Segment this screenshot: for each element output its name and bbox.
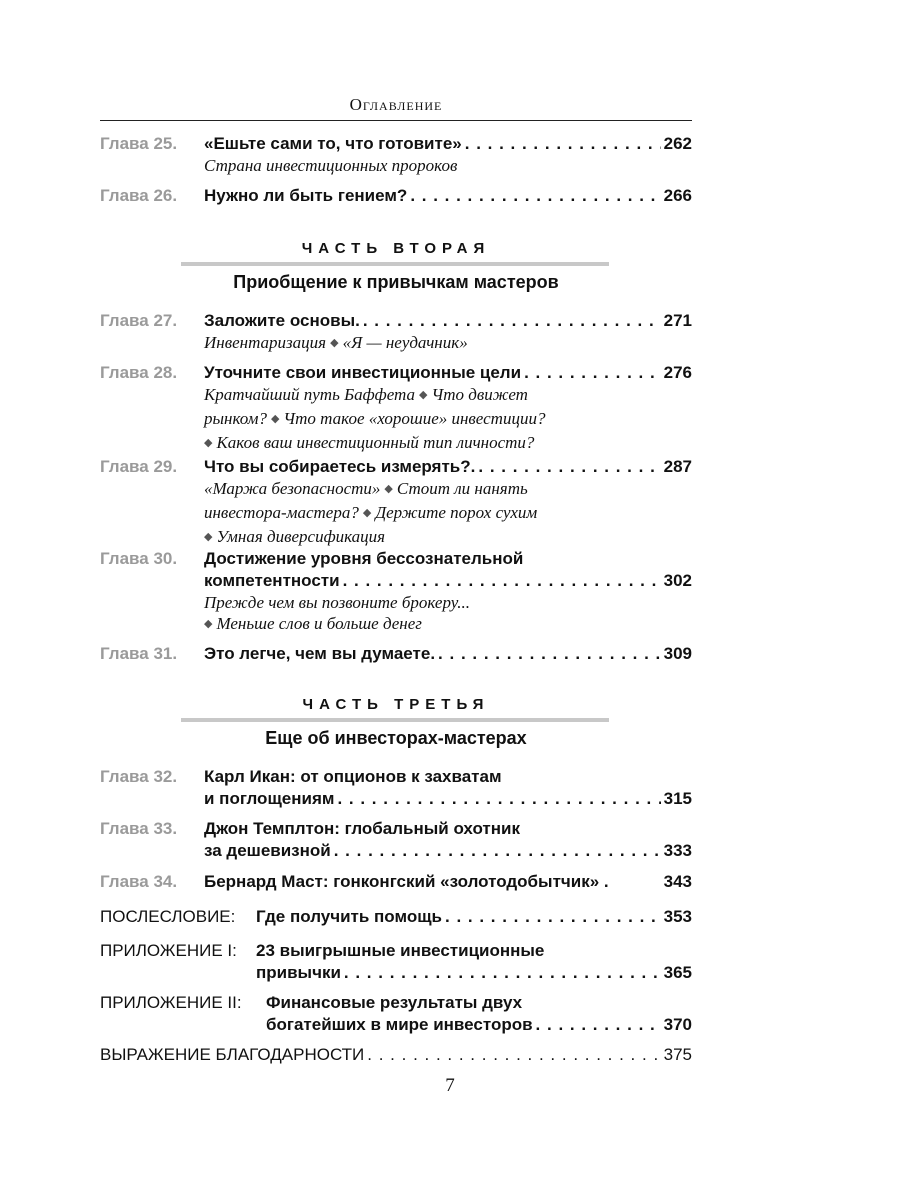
- page-number: 353: [663, 907, 692, 926]
- section-name: Меньше слов и больше денег: [216, 614, 422, 633]
- chapter-label: Глава 33.: [100, 819, 178, 838]
- page-number: 315: [663, 789, 692, 808]
- chapter-title: Что вы собираетесь измерять?.: [204, 457, 476, 476]
- dot-leader: [438, 643, 661, 665]
- part-heading: ЧАСТЬ ВТОРАЯ: [301, 240, 491, 257]
- dot-leader: [465, 133, 661, 155]
- page-number: 309: [663, 644, 692, 663]
- diamond-bullet-icon: ◆: [204, 531, 213, 543]
- chapter-title: за дешевизной: [204, 841, 331, 860]
- dot-leader: [337, 788, 660, 810]
- diamond-bullet-icon: ◆: [204, 437, 213, 449]
- chapter-title: Бернард Маст: гонконгский «золотодобытчик» .: [204, 872, 609, 891]
- page-number: 333: [663, 841, 692, 860]
- toc-entry-chapter-33[interactable]: [100, 818, 692, 862]
- chapter-title: Нужно ли быть гением?: [204, 186, 408, 205]
- section-name: инвестора-мастера?: [204, 503, 359, 522]
- section-label: ПРИЛОЖЕНИЕ II:: [100, 993, 242, 1012]
- toc-entry-chapter-28[interactable]: [100, 362, 692, 456]
- chapter-title: и поглощениям: [204, 789, 335, 808]
- toc-entry-chapter-32[interactable]: [100, 766, 692, 810]
- page-number-footer: 7: [445, 1075, 455, 1096]
- diamond-bullet-icon: ◆: [330, 337, 339, 349]
- dot-leader: [343, 570, 661, 592]
- dot-leader: [363, 310, 661, 332]
- chapter-title-line-1: Джон Темплтон: глобальный охотник: [204, 819, 520, 838]
- chapter-label: Глава 31.: [100, 644, 178, 663]
- page-number: 262: [663, 134, 692, 153]
- page-number: 287: [663, 457, 692, 476]
- page-number: 365: [663, 963, 692, 982]
- chapter-subtitle: [204, 384, 692, 456]
- chapter-label: Глава 25.: [100, 134, 178, 153]
- chapter-subtitle: [204, 592, 692, 637]
- section-name: рынком?: [204, 409, 267, 428]
- section-name: Каков ваш инвестиционный тип личности?: [216, 433, 535, 452]
- chapter-title: Это легче, чем вы думаете.: [204, 644, 436, 663]
- running-head: Оглавление: [349, 95, 443, 114]
- section-name: «Я — неудачник»: [342, 333, 468, 352]
- chapter-label: Глава 32.: [100, 767, 178, 786]
- section-name: Что движет: [431, 385, 528, 404]
- section-name: Страна инвестиционных пророков: [204, 156, 458, 175]
- chapter-label: Глава 29.: [100, 457, 178, 476]
- page-number: 343: [663, 872, 692, 891]
- dot-leader: [334, 840, 661, 862]
- toc-entry-chapter-26[interactable]: [100, 185, 692, 207]
- chapter-subtitle: [204, 478, 692, 550]
- part-heading: ЧАСТЬ ТРЕТЬЯ: [302, 696, 490, 713]
- diamond-bullet-icon: ◆: [362, 507, 372, 519]
- chapter-label: Глава 28.: [100, 363, 178, 382]
- chapter-subtitle: [204, 155, 692, 176]
- toc-entry-chapter-25[interactable]: [100, 133, 692, 176]
- section-name: Прежде чем вы позвоните брокеру...: [204, 593, 470, 612]
- section-name: «Маржа безопасности»: [204, 479, 381, 498]
- section-title: привычки: [256, 963, 341, 982]
- page-number: 302: [663, 571, 692, 590]
- chapter-label: Глава 26.: [100, 186, 178, 205]
- toc-entry-chapter-34[interactable]: [100, 871, 692, 893]
- section-title: Где получить помощь: [256, 907, 442, 926]
- section-name: Стоит ли нанять: [396, 479, 528, 498]
- section-name: Инвентаризация: [204, 333, 327, 352]
- diamond-bullet-icon: ◆: [384, 483, 393, 495]
- page-number: 266: [663, 186, 692, 205]
- chapter-title: компетентности: [204, 571, 340, 590]
- chapter-title-line-1: Достижение уровня бессознательной: [204, 549, 524, 568]
- page-number: 271: [663, 311, 692, 330]
- chapter-label: Глава 34.: [100, 872, 178, 891]
- chapter-title: «Ешьте сами то, что готовите»: [204, 134, 462, 153]
- diamond-bullet-icon: ◆: [419, 389, 428, 401]
- part-title: Еще об инвесторах-мастерах: [265, 728, 527, 748]
- toc-entry-appendix-1[interactable]: [100, 940, 692, 984]
- dot-leader: [367, 1044, 660, 1066]
- section-label: ПРИЛОЖЕНИЕ I:: [100, 941, 237, 960]
- section-name: Кратчайший путь Баффета: [204, 385, 416, 404]
- chapter-subtitle: [204, 332, 692, 356]
- toc-entry-chapter-27[interactable]: [100, 310, 692, 356]
- toc-entry-afterword[interactable]: [100, 906, 692, 928]
- chapter-label: Глава 27.: [100, 311, 178, 330]
- page-number: 370: [663, 1015, 692, 1034]
- toc-entry-chapter-29[interactable]: [100, 456, 692, 550]
- dot-leader: [524, 362, 661, 384]
- dot-leader: [536, 1014, 661, 1036]
- dot-leader: [410, 185, 660, 207]
- dot-leader: [478, 456, 660, 478]
- part-title: Приобщение к привычкам мастеров: [233, 272, 559, 292]
- chapter-title-line-1: Карл Икан: от опционов к захватам: [204, 767, 502, 786]
- dot-leader: [344, 962, 661, 984]
- toc-entry-acknowledgements[interactable]: [100, 1044, 692, 1066]
- chapter-title: Уточните свои инвестиционные цели: [204, 363, 522, 382]
- page-number: 276: [663, 363, 692, 382]
- dot-leader: [445, 906, 661, 928]
- toc-entry-appendix-2[interactable]: [100, 992, 692, 1036]
- section-name: Умная диверсификация: [216, 527, 386, 546]
- page-number: 375: [663, 1045, 692, 1064]
- part-heading-rule: [181, 718, 609, 722]
- toc-entry-chapter-31[interactable]: [100, 643, 692, 665]
- diamond-bullet-icon: ◆: [204, 618, 213, 630]
- part-heading-rule: [181, 262, 609, 266]
- section-name: Что такое «хорошие» инвестиции?: [283, 409, 546, 428]
- chapter-label: Глава 30.: [100, 549, 178, 568]
- section-name: Держите порох сухим: [375, 503, 538, 522]
- section-title-line-1: 23 выигрышные инвестиционные: [256, 941, 545, 960]
- section-label: ПОСЛЕСЛОВИЕ:: [100, 907, 236, 926]
- diamond-bullet-icon: ◆: [270, 413, 280, 425]
- toc-entry-chapter-30[interactable]: [100, 548, 692, 637]
- section-label: ВЫРАЖЕНИЕ БЛАГОДАРНОСТИ: [100, 1045, 365, 1064]
- section-title: богатейших в мире инвесторов: [266, 1015, 533, 1034]
- section-title-line-1: Финансовые результаты двух: [266, 993, 523, 1012]
- chapter-title: Заложите основы.: [204, 311, 360, 330]
- running-head-rule: [100, 120, 692, 121]
